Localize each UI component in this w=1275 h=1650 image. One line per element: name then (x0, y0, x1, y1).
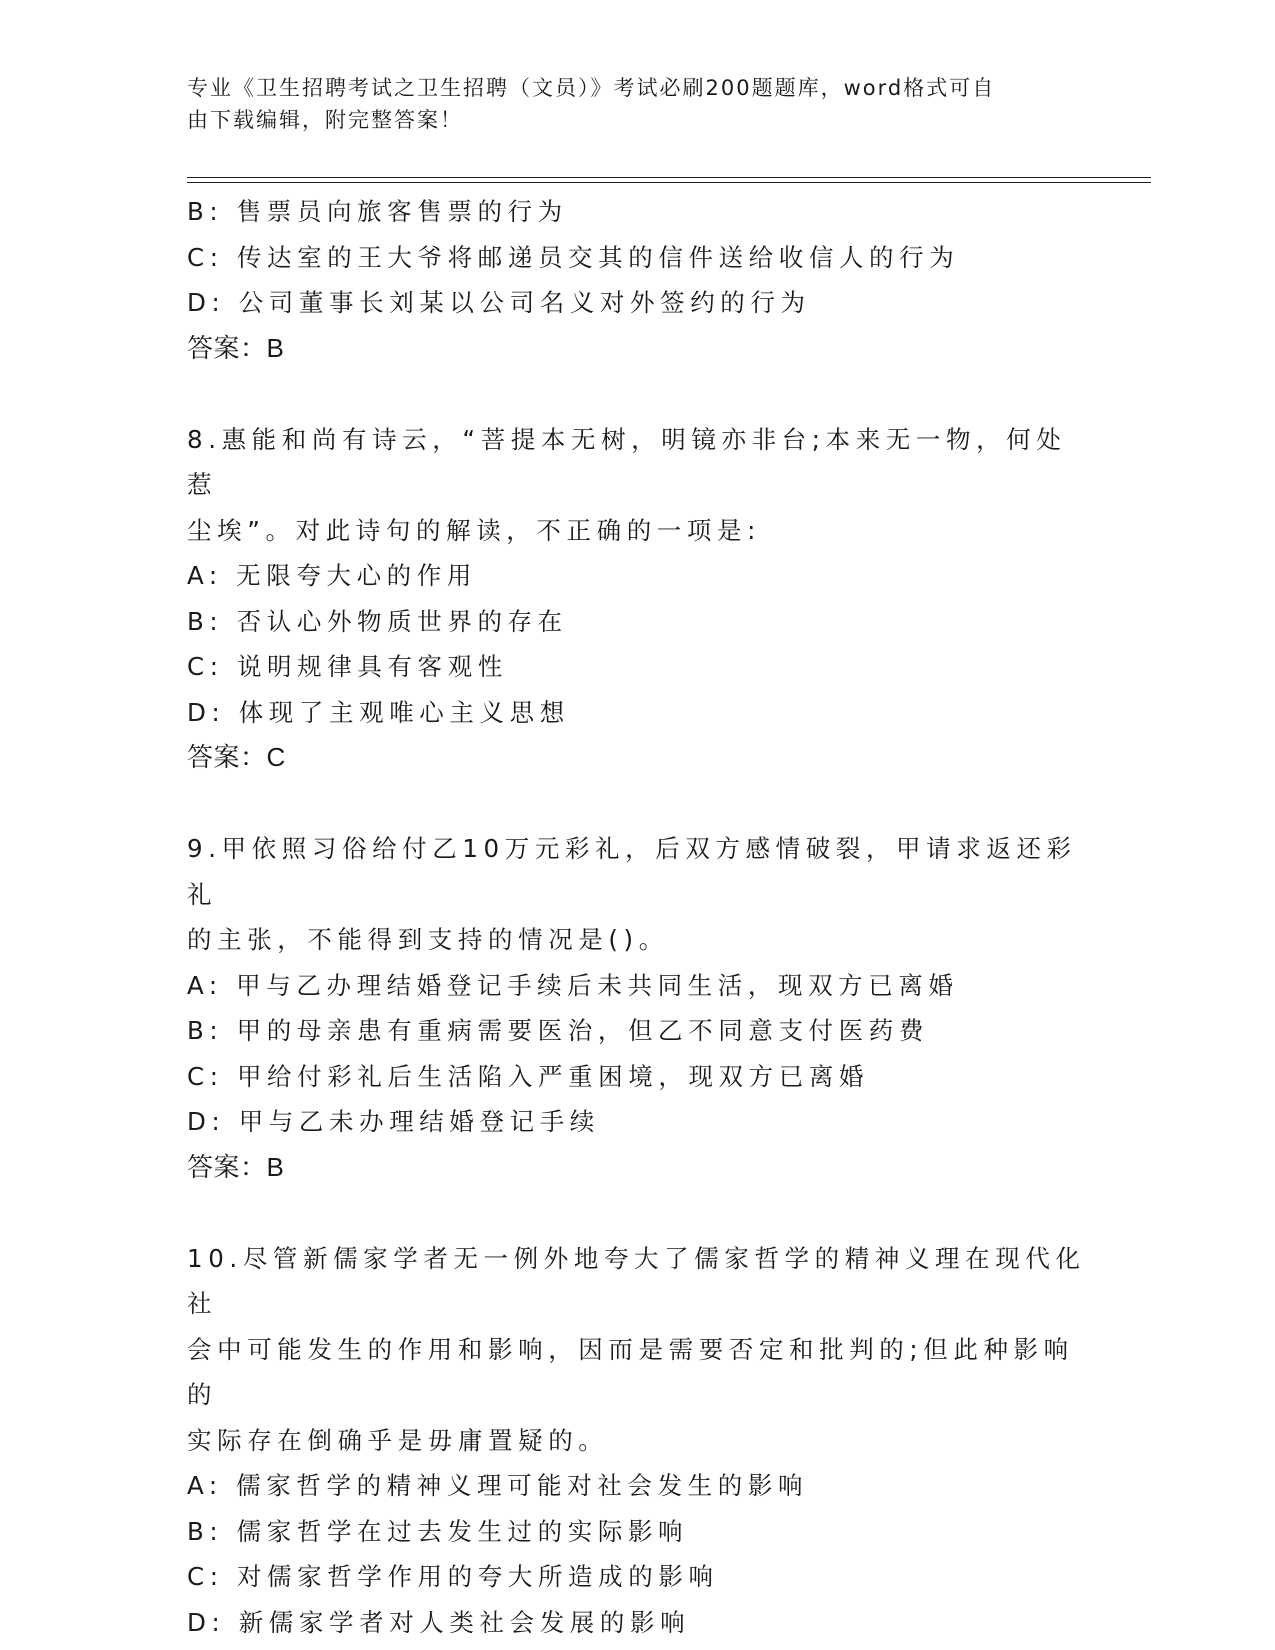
q8-option-a: A: 无限夸大心的作用 (187, 561, 477, 590)
document-header (187, 72, 1067, 136)
header-line-2: 由下载编辑，附完整答案！ (187, 108, 463, 132)
q7-option-b: B: 售票员向旅客售票的行为 (187, 197, 568, 226)
spacer (187, 371, 1087, 417)
q8-option-d: D: 体现了主观唯心主义思想 (187, 697, 570, 727)
q7-option-c: C: 传达室的王大爷将邮递员交其的信件送给收信人的行为 (187, 242, 960, 272)
question-9 (187, 826, 1087, 1190)
q8-answer: 答案：C (187, 742, 286, 772)
question-8 (187, 417, 1087, 781)
q9-option-d: D: 甲与乙未办理结婚登记手续 (187, 1107, 600, 1136)
q8-stem-line-1: 8.惠能和尚有诗云，“菩提本无树，明镜亦非台;本来无一物，何处惹 (187, 424, 1067, 499)
spacer (187, 781, 1087, 827)
q7-option-d: D: 公司董事长刘某以公司名义对外签约的行为 (187, 288, 811, 317)
q10-option-b: B: 儒家哲学在过去发生过的实际影响 (187, 1516, 689, 1546)
question-10 (187, 1236, 1087, 1646)
q10-option-d: D: 新儒家学者对人类社会发展的影响 (187, 1607, 691, 1637)
q9-answer: 答案：B (187, 1151, 285, 1182)
q8-option-b: B: 否认心外物质世界的存在 (187, 606, 568, 636)
q10-stem-line-1: 10.尽管新儒家学者无一例外地夸大了儒家哲学的精神义理在现代化社 (187, 1243, 1086, 1318)
q9-option-c: C: 甲给付彩礼后生活陷入严重困境，现双方已离婚 (187, 1061, 870, 1091)
q8-option-c: C: 说明规律具有客观性 (187, 652, 508, 681)
q9-stem-line-2: 的主张，不能得到支持的情况是()。 (187, 925, 669, 954)
q7-answer: 答案：B (187, 332, 285, 363)
header-line-1: 专业《卫生招聘考试之卫生招聘（文员）》考试必刷200题题库，word格式可自 (187, 76, 996, 100)
spacer (187, 1190, 1087, 1236)
q10-option-a: A: 儒家哲学的精神义理可能对社会发生的影响 (187, 1471, 809, 1500)
q8-stem-line-2: 尘埃”。对此诗句的解读，不正确的一项是: (187, 515, 761, 545)
q9-option-a: A: 甲与乙办理结婚登记手续后未共同生活，现双方已离婚 (187, 970, 959, 1000)
q9-option-b: B: 甲的母亲患有重病需要医治，但乙不同意支付医药费 (187, 1016, 929, 1045)
question-list (187, 189, 1087, 1645)
q10-stem-line-3: 实际存在倒确乎是毋庸置疑的。 (187, 1425, 609, 1455)
question-7 (187, 189, 1087, 371)
q10-stem-line-2: 会中可能发生的作用和影响，因而是需要否定和批判的;但此种影响的 (187, 1334, 1074, 1409)
q9-stem-line-1: 9.甲依照习俗给付乙10万元彩礼，后双方感情破裂，甲请求返还彩礼 (187, 834, 1077, 909)
header-divider-bottom (187, 182, 1151, 183)
q10-option-c: C: 对儒家哲学作用的夸大所造成的影响 (187, 1562, 719, 1591)
header-divider-top (187, 177, 1151, 178)
